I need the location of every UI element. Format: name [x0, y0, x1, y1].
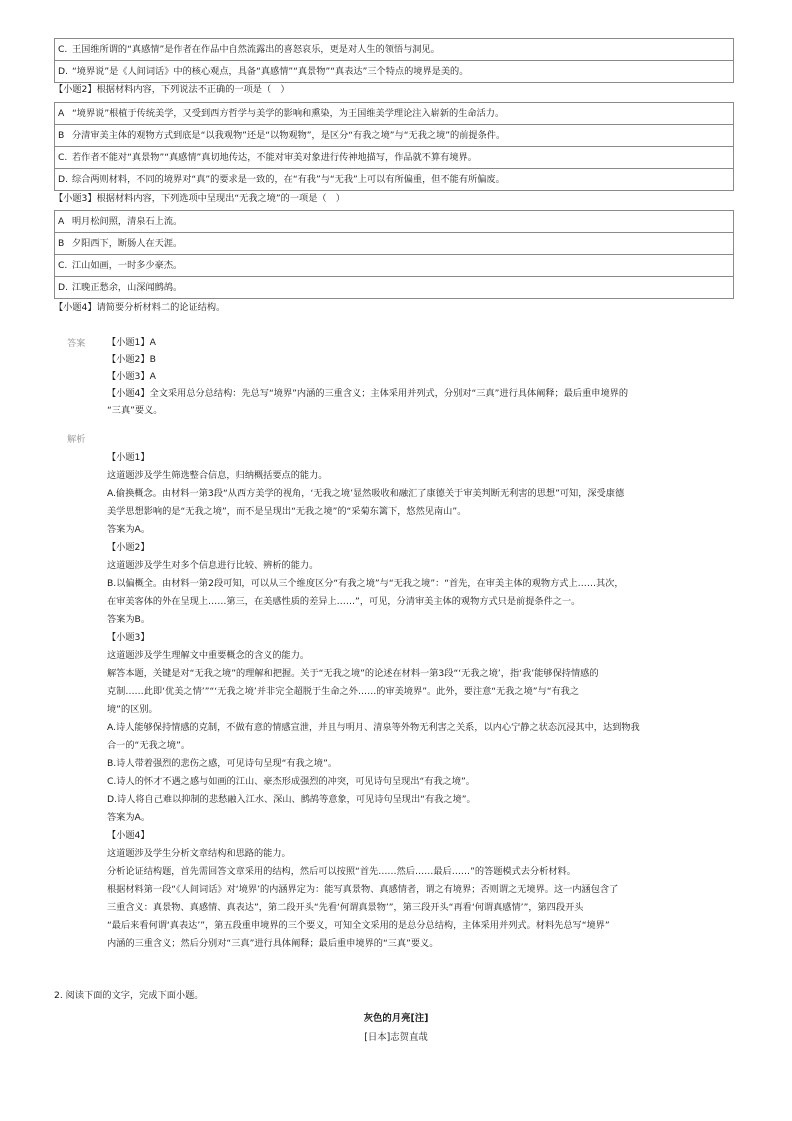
analysis-line: 这道题涉及学生对多个信息进行比较、辨析的能力。: [107, 560, 319, 571]
q2-option-c: [55, 147, 734, 169]
next-question-intro: 2. 阅读下面的文字，完成下面小题。: [54, 990, 204, 1001]
q3-option-d: [55, 277, 734, 299]
analysis-line: 美学思想影响的是“无我之境”，而不是呈现出“无我之境”的“采菊东篱下，悠然见南山”。: [107, 506, 467, 517]
option-letter: D.: [58, 65, 68, 77]
q3-option-c: [55, 255, 734, 277]
q3-option-a: [55, 211, 734, 233]
q3-stem: 【小题3】根据材料内容，下列选项中呈现出“无我之境”的一项是（ ）: [54, 193, 345, 204]
q2-options-table: [54, 102, 734, 191]
analysis-line: 答案为A。: [107, 812, 151, 823]
option-text: 明月松间照，清泉石上流。: [72, 215, 183, 227]
analysis-line: 【小题1】: [107, 452, 150, 463]
analysis-line: 内涵的三重含义；然后分别对“三真”进行具体阐释；最后重申境界的“三真”要义。: [107, 938, 439, 949]
option-letter: D.: [58, 173, 68, 185]
answer-line: 【小题2】B: [107, 354, 156, 365]
option-letter: C.: [58, 259, 68, 271]
analysis-line: 在审美客体的外在呈现上……第三，在美感性质的差异上……”，可见，分清审美主体的观物方式只是前提条件之一。: [107, 596, 581, 607]
analysis-line: B.诗人带着强烈的悲伤之感，可见诗句呈现“有我之境”。: [107, 758, 338, 769]
answer-line: 【小题3】A: [107, 371, 156, 382]
analysis-line: “最后来看何谓‘真表达’”，第五段重申境界的三个要义，可知全文采用的是总分总结构，主体采用并列式。材料先总写“境界”: [107, 920, 610, 931]
analysis-line: 境”的区别。: [107, 704, 158, 715]
analysis-line: 合一的“无我之境”。: [107, 740, 191, 751]
q3-options-table: [54, 210, 734, 299]
analysis-line: 答案为B。: [107, 614, 151, 625]
analysis-label: 解析: [67, 434, 86, 445]
analysis-line: 分析论证结构题，首先需回答文章采用的结构，然后可以按照“首先……然后……最后……”的答题模式去分析材料。: [107, 866, 576, 877]
analysis-line: 【小题2】: [107, 542, 150, 553]
option-letter: C.: [58, 151, 68, 163]
analysis-line: 根据材料第一段“《人间词话》对‘境界’的内涵界定为：能写真景物、真感情者，谓之有境界；否则谓之无境界。这一内涵包含了: [107, 884, 619, 895]
answer-label: 答案: [67, 338, 86, 349]
q2-option-a: [55, 103, 734, 125]
option-text: 分清审美主体的观物方式到底是“以我观物”还是“以物观物”，是区分“有我之境”与“无我之境”的前提条件。: [72, 129, 506, 141]
q2-option-b: [55, 125, 734, 147]
analysis-line: 答案为A。: [107, 524, 151, 535]
q1-options-table: [54, 38, 734, 83]
analysis-line: A.诗人能够保持情感的克制，不做有意的情感宣泄，并且与明月、清泉等外物无利害之关系，以内心宁静之状态沉浸其中，达到物我: [107, 722, 640, 733]
analysis-line: [107, 953, 727, 971]
analysis-line: 这道题涉及学生筛选整合信息，归纳概括要点的能力。: [107, 470, 328, 481]
answer-line: “三真”要义。: [107, 405, 163, 416]
q2-option-d: [55, 169, 734, 191]
answer-line: 【小题4】全文采用总分总结构：先总写“境界”内涵的三重含义；主体采用并列式，分别对“三真”进行具体阐释；最后重申境界的: [107, 388, 629, 399]
analysis-line: C.诗人的怀才不遇之感与如画的江山、豪杰形成强烈的冲突，可见诗句呈现出“有我之境”。: [107, 776, 475, 787]
analysis-line: D.诗人将自己难以抑制的悲愁融入江水、深山、鹧鸪等意象，可见诗句呈现出“有我之境”。: [107, 794, 476, 805]
passage-title: 灰色的月亮[注]: [363, 1013, 429, 1024]
option-text: “境界说”根植于传统美学，又受到西方哲学与美学的影响和熏染，为王国维美学理论注入崭新的生命活力。: [72, 107, 505, 119]
q4-stem: 【小题4】请简要分析材料二的论证结构。: [54, 302, 226, 313]
q2-stem: 【小题2】根据材料内容，下列说法不正确的一项是（ ）: [54, 84, 290, 95]
analysis-block: [107, 449, 727, 971]
option-text: 王国维所谓的“真感情”是作者在作品中自然流露出的喜怒哀乐，更是对人生的领悟与洞见。: [72, 43, 440, 55]
answer-block: [107, 334, 727, 419]
option-text: “境界说”是《人间词话》中的核心观点，具备“真感情”“真景物”“真表达”三个特点的境界是美的。: [72, 65, 469, 77]
analysis-line: 这道题涉及学生分析文章结构和思路的能力。: [107, 848, 291, 859]
option-text: 江山如画，一时多少豪杰。: [72, 259, 183, 271]
option-letter: A: [58, 107, 65, 119]
q3-option-b: [55, 233, 734, 255]
analysis-line: 解答本题，关键是对“无我之境”的理解和把握。关于“无我之境”的论述在材料一第3段“‘无我之境’，指‘我’能够保持情感的: [107, 668, 599, 679]
answer-line: 【小题1】A: [107, 337, 156, 348]
option-letter: B: [58, 129, 65, 141]
option-text: 江晚正愁余，山深闻鹧鸪。: [72, 281, 183, 293]
analysis-line: 【小题3】: [107, 632, 150, 643]
analysis-line: 【小题4】: [107, 830, 150, 841]
option-letter: C.: [58, 43, 68, 55]
option-letter: B: [58, 237, 65, 249]
passage-author: [日本]志贺直哉: [364, 1032, 428, 1043]
option-text: 夕阳西下，断肠人在天涯。: [72, 237, 183, 249]
q1-option-d: [55, 61, 734, 83]
analysis-line: A.偷换概念。由材料一第3段“从西方美学的视角，‘无我之境’显然吸收和融汇了康德关于审美判断无利害的思想”可知，深受康德: [107, 488, 625, 499]
q1-option-c: [55, 39, 734, 61]
option-letter: A: [58, 215, 65, 227]
option-letter: D.: [58, 281, 68, 293]
option-text: 综合两则材料，不同的境界对“真”的要求是一致的，在“有我”与“无我”上可以有所偏重，但不能有所偏废。: [72, 173, 505, 185]
analysis-line: 这道题涉及学生理解文中重要概念的含义的能力。: [107, 650, 310, 661]
analysis-line: B.以偏概全。由材料一第2段可知，可以从三个维度区分“有我之境”与“无我之境”：“首先，在审美主体的观物方式上……其次，: [107, 578, 624, 589]
analysis-line: 三重含义：真景物、真感情、真表达”，第二段开头“先看‘何谓真景物’”，第三段开头“再看‘何谓真感情’”，第四段开头: [107, 902, 584, 913]
option-text: 若作者不能对“真景物”“真感情”真切地传达，不能对审美对象进行传神地描写，作品就不算有境界。: [72, 151, 477, 163]
analysis-line: 克制……此即‘优美之情’”“‘无我之境’并非完全超脱于生命之外……的审美境界”。此外，要注意“无我之境”与“有我之: [107, 686, 580, 697]
